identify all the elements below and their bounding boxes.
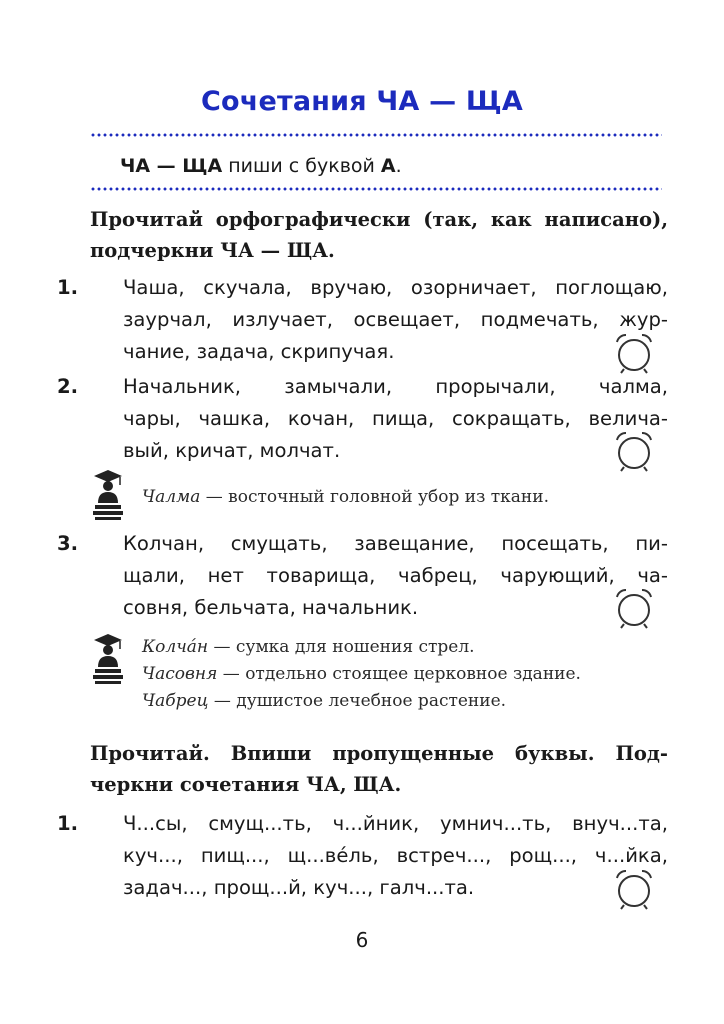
exercise-4 — [57, 808, 668, 904]
exercise-2 — [57, 371, 668, 467]
gloss-term: Чалма — [142, 487, 201, 507]
task-2-line-1: Прочитай. Впиши пропущенные буквы. Под- — [90, 742, 668, 765]
alarm-clock-icon — [612, 585, 656, 629]
rule-end: . — [395, 155, 402, 177]
glossary-1 — [142, 484, 549, 511]
rule-bold: ЧА — ЩА — [120, 155, 223, 177]
gloss-definition: — восточный головной убор из ткани. — [200, 487, 549, 507]
alarm-clock-icon — [612, 866, 656, 910]
exercise-3 — [57, 528, 668, 624]
dotted-divider-bottom — [90, 187, 662, 191]
exercise-4-line-2: куч..., пищ..., щ...вéль, встреч..., рощ..., ч...йка, — [123, 844, 668, 867]
exercise-2-number: 2. — [57, 375, 79, 398]
task-1-line-2: подчеркни ЧА — ЩА. — [90, 239, 335, 262]
exercise-1 — [57, 272, 668, 368]
exercise-1-line-3: чание, задача, скрипучая. — [123, 340, 395, 363]
rule-text — [120, 155, 402, 177]
exercise-2-line-3: вый, кричат, молчат. — [123, 439, 341, 462]
exercise-3-line-3: совня, бельчата, начальник. — [123, 596, 419, 619]
gloss-entry: Колчáн — сумка для ношения стрел. — [142, 637, 475, 657]
exercise-2-line-2: чары, чашка, кочан, пища, сокращать, велича- — [123, 407, 668, 430]
task-1-line-1: Прочитай орфографически (так, как написано), — [90, 208, 668, 231]
exercise-2-line-1: 2. Начальник, замычали, прорычали, чалма, — [90, 371, 668, 403]
alarm-clock-icon — [612, 428, 656, 472]
exercise-1-line-2: заурчал, излучает, освещает, подмечать, жур- — [123, 308, 668, 331]
exercise-3-line-2: щали, нет товарища, чабрец, чарующий, ча- — [123, 564, 668, 587]
exercise-3-number: 3. — [57, 532, 79, 555]
exercise-1-line-1: 1. Чаша, скучала, вручаю, озорничает, поглощаю, — [90, 272, 668, 304]
gloss-entry: Чабрец — душистое лечебное растение. — [142, 691, 507, 711]
exercise-3-line-1: 3. Колчан, смущать, завещание, посещать, пи- — [90, 528, 668, 560]
exercise-4-line-3: задач..., прощ...й, куч..., галч...та. — [123, 876, 475, 899]
exercise-4-number: 1. — [57, 812, 79, 835]
rule-middle: пиши с буквой — [222, 155, 381, 177]
task-instruction-2 — [90, 738, 668, 800]
gloss-entry: Часовня — отдельно стоящее церковное здание. — [142, 664, 581, 684]
dotted-divider-top — [90, 133, 662, 137]
page-number: 6 — [355, 928, 369, 952]
student-icon — [90, 633, 126, 685]
task-2-line-2: черкни сочетания ЧА, ЩА. — [90, 773, 402, 796]
glossary-2 — [142, 634, 581, 715]
exercise-4-line-1: 1. Ч...сы, смущ...ть, ч...йник, умнич...ть, внуч...та, — [90, 808, 668, 840]
alarm-clock-icon — [612, 330, 656, 374]
task-instruction-1 — [90, 204, 668, 266]
page-title: Сочетания ЧА — ЩА — [201, 86, 523, 117]
rule-letter: А — [380, 155, 396, 177]
exercise-1-number: 1. — [57, 276, 79, 299]
student-icon — [90, 469, 126, 521]
